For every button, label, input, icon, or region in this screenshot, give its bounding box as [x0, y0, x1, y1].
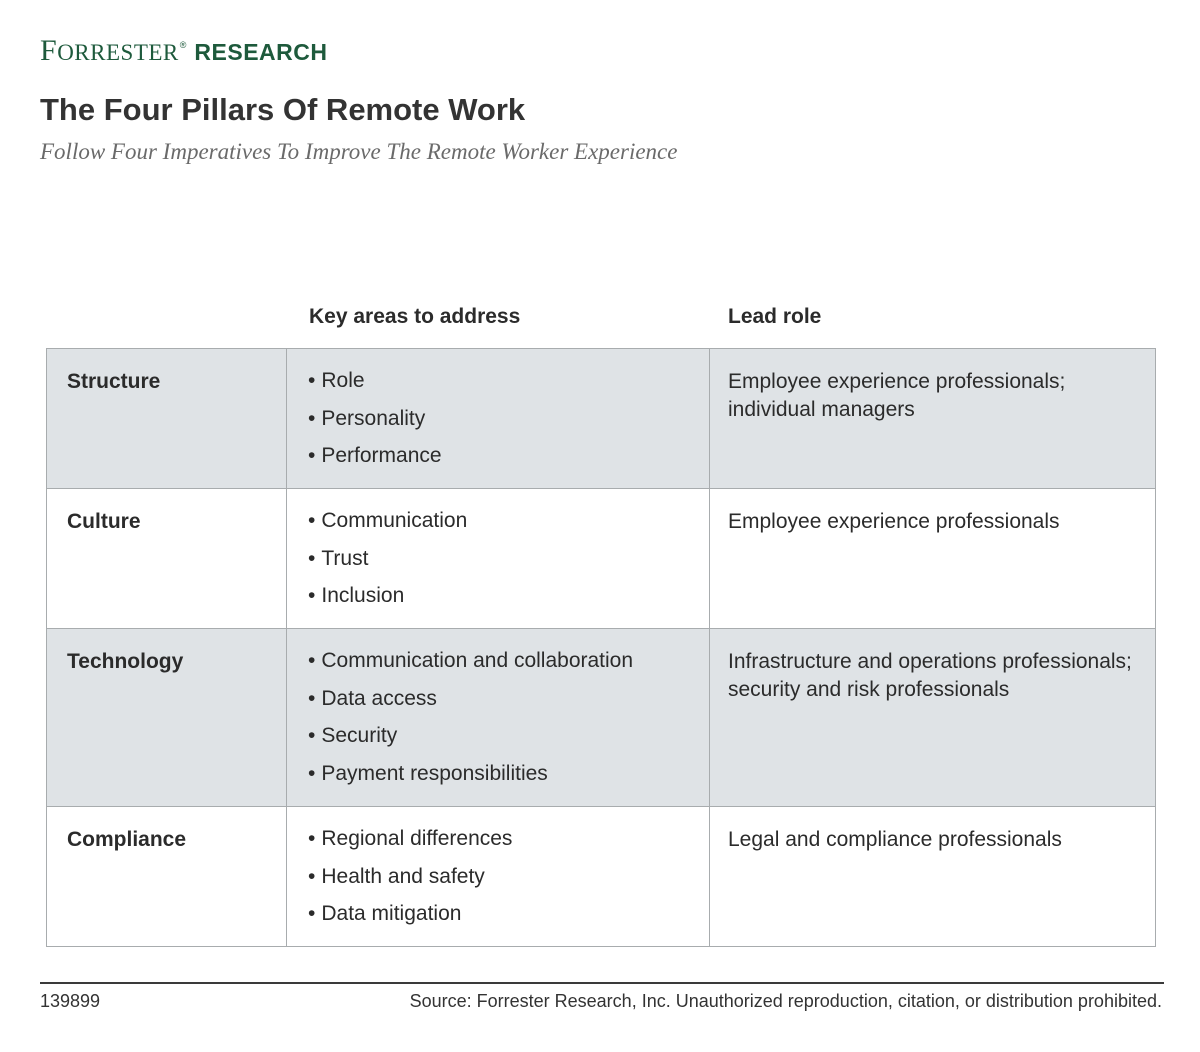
table-row-structure [47, 349, 1156, 489]
key-area-item: • Personality [308, 405, 709, 433]
page-subtitle: Follow Four Imperatives To Improve The Remote Worker Experience [40, 139, 678, 164]
footer-divider [40, 982, 1164, 984]
forrester-research-logo [40, 34, 327, 68]
pillar-name: Technology [47, 629, 287, 807]
key-area-item: • Health and safety [308, 863, 709, 891]
lead-role-cell: Employee experience professionals; individual managers [710, 349, 1156, 489]
page-title: The Four Pillars Of Remote Work [40, 92, 526, 127]
key-area-item: • Inclusion [308, 582, 709, 610]
table-row-culture [47, 489, 1156, 629]
key-areas-list [308, 367, 709, 470]
column-header-key-areas: Key areas to address [309, 305, 521, 328]
key-area-item: • Role [308, 367, 709, 395]
figure-id: 139899 [40, 991, 101, 1011]
key-area-item: • Payment responsibilities [308, 760, 709, 788]
logo-research-wordmark: RESEARCH [194, 39, 328, 65]
logo-forrester-wordmark: FORRESTER [40, 34, 179, 67]
key-area-item: • Communication [308, 507, 709, 535]
key-area-item: • Data access [308, 685, 709, 713]
key-areas-cell [287, 349, 710, 489]
pillar-name: Culture [47, 489, 287, 629]
column-header-lead-role: Lead role [728, 305, 822, 328]
key-areas-cell [287, 807, 710, 947]
key-area-item: • Data mitigation [308, 900, 709, 928]
table-row-compliance [47, 807, 1156, 947]
lead-role-cell: Infrastructure and operations professionals; security and risk professionals [710, 629, 1156, 807]
lead-role-cell: Employee experience professionals [710, 489, 1156, 629]
key-area-item: • Security [308, 722, 709, 750]
key-area-item: • Regional differences [308, 825, 709, 853]
key-areas-list [308, 825, 709, 928]
lead-role-cell: Legal and compliance professionals [710, 807, 1156, 947]
pillar-name: Compliance [47, 807, 287, 947]
key-areas-list [308, 647, 709, 788]
key-areas-cell [287, 629, 710, 807]
table-row-technology [47, 629, 1156, 807]
key-area-item: • Communication and collaboration [308, 647, 709, 675]
key-area-item: • Trust [308, 545, 709, 573]
key-areas-cell [287, 489, 710, 629]
key-areas-list [308, 507, 709, 610]
source-note: Source: Forrester Research, Inc. Unauthorized reproduction, citation, or distribution prohibited. [409, 991, 1162, 1011]
pillars-table [46, 348, 1156, 947]
pillar-name: Structure [47, 349, 287, 489]
registered-mark: ® [179, 40, 187, 50]
key-area-item: • Performance [308, 442, 709, 470]
